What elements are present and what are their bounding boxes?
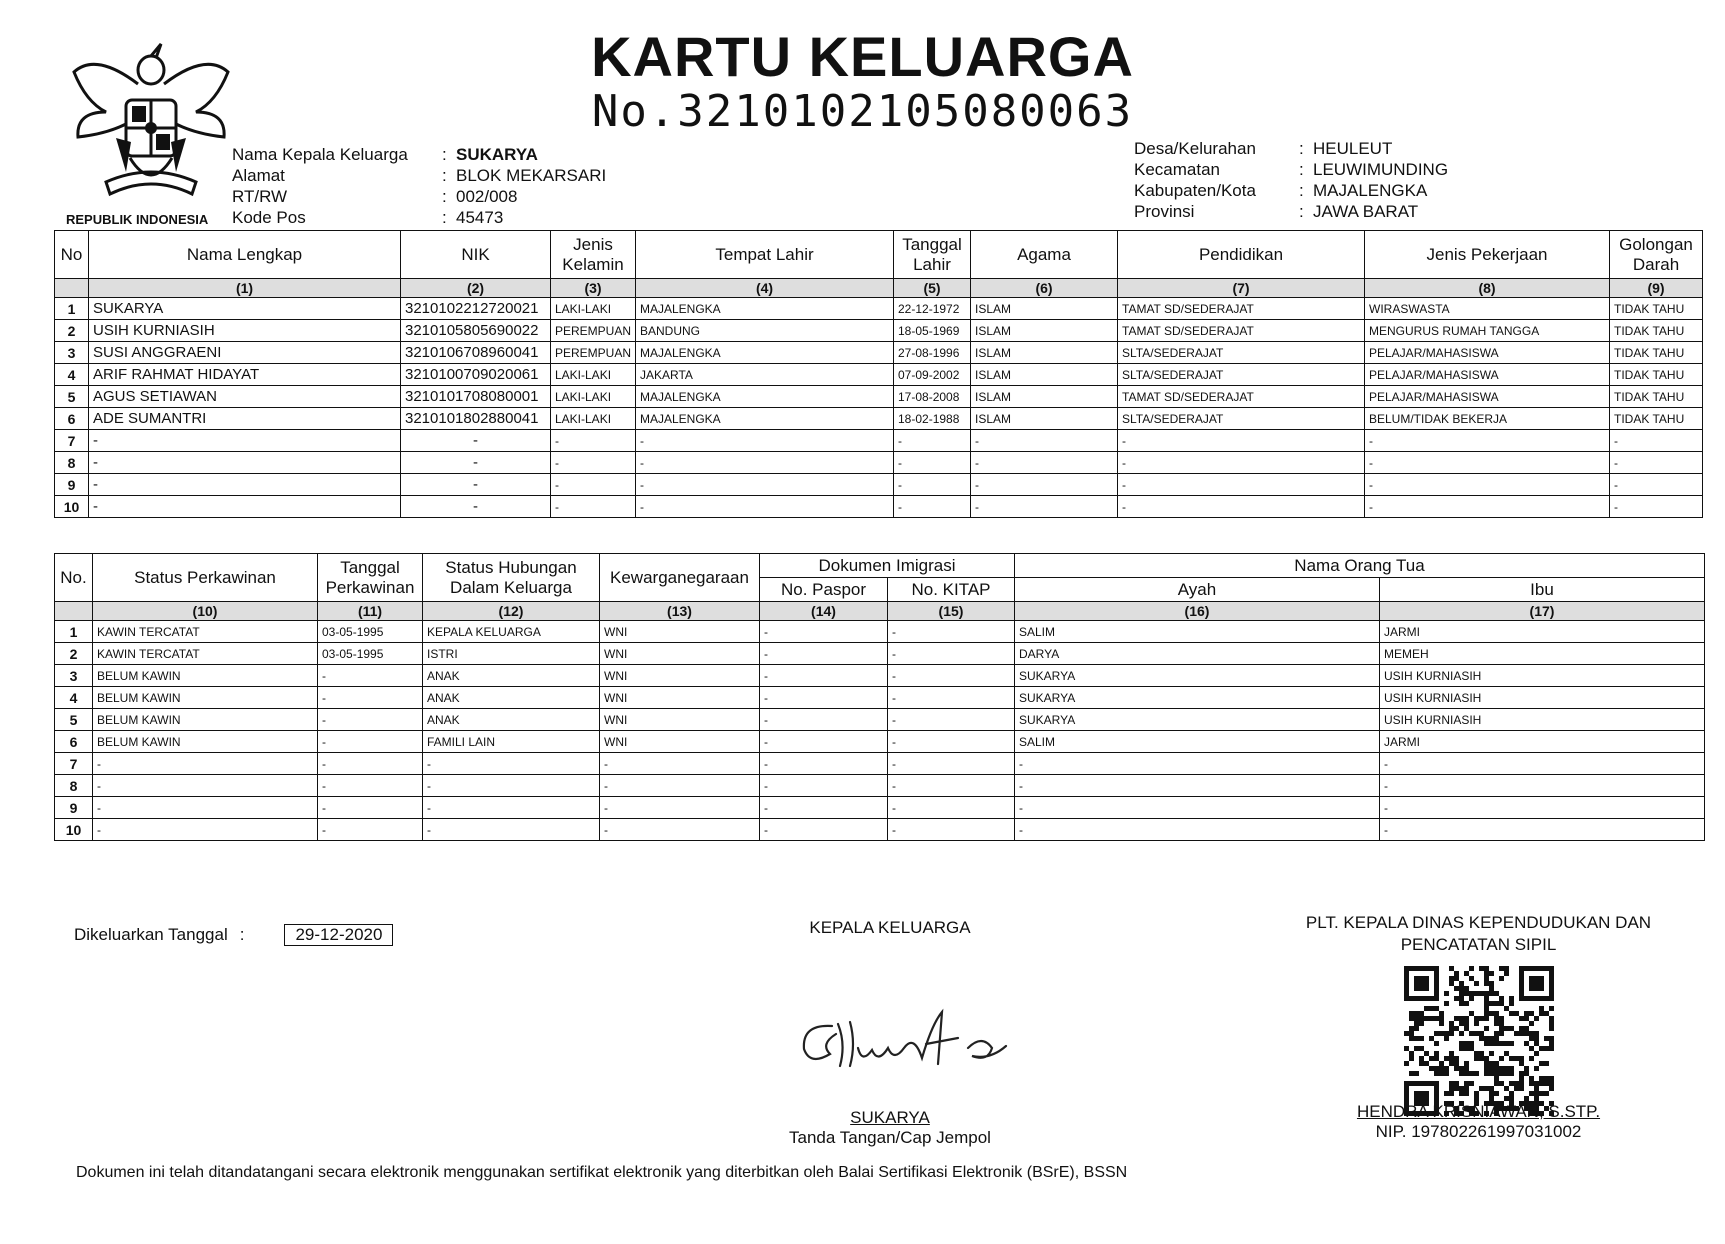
index-cell: (2) — [401, 279, 551, 298]
ayah-cell: - — [1015, 775, 1380, 797]
ibu-cell: - — [1380, 753, 1705, 775]
tanggal-perkawinan-cell: - — [318, 819, 423, 841]
table-row — [55, 709, 1705, 731]
status-hubungan-cell: ANAK — [423, 687, 600, 709]
agama-cell: ISLAM — [971, 364, 1118, 386]
tanggal-lahir-cell: - — [894, 430, 971, 452]
status-hubungan-cell: ANAK — [423, 665, 600, 687]
index-cell: (3) — [551, 279, 636, 298]
col-header-nama-orang-tua: Nama Orang Tua — [1015, 554, 1705, 578]
info-label: Kecamatan — [1134, 160, 1220, 179]
tanggal-lahir-cell: - — [894, 452, 971, 474]
golongan-darah-cell: TIDAK TAHU — [1610, 386, 1703, 408]
ayah-cell: - — [1015, 753, 1380, 775]
index-cell: (9) — [1610, 279, 1703, 298]
pendidikan-cell: - — [1118, 496, 1365, 518]
nama-cell: ADE SUMANTRI — [89, 408, 401, 430]
tanggal-perkawinan-cell: - — [318, 687, 423, 709]
tanggal-perkawinan-cell: - — [318, 753, 423, 775]
ibu-cell: USIH KURNIASIH — [1380, 665, 1705, 687]
nama-cell: - — [89, 496, 401, 518]
index-cell: (1) — [89, 279, 401, 298]
status-hubungan-cell: - — [423, 753, 600, 775]
ayah-cell: SALIM — [1015, 621, 1380, 643]
table-row — [55, 797, 1705, 819]
kepala-keluarga-signature-block — [700, 1108, 1080, 1148]
info-label: Nama Kepala Keluarga — [232, 145, 408, 164]
row-number: 3 — [55, 342, 89, 364]
nama-cell: ARIF RAHMAT HIDAYAT — [89, 364, 401, 386]
index-cell: (8) — [1365, 279, 1610, 298]
pekerjaan-cell: PELAJAR/MAHASISWA — [1365, 342, 1610, 364]
golongan-darah-cell: TIDAK TAHU — [1610, 298, 1703, 320]
index-cell — [55, 279, 89, 298]
row-number: 6 — [55, 408, 89, 430]
pendidikan-cell: SLTA/SEDERAJAT — [1118, 342, 1365, 364]
col-header-pekerjaan: Jenis Pekerjaan — [1365, 231, 1610, 279]
pekerjaan-cell: PELAJAR/MAHASISWA — [1365, 364, 1610, 386]
qr-code-icon — [1404, 966, 1554, 1116]
tanggal-perkawinan-cell: - — [318, 797, 423, 819]
no-kitap-cell: - — [888, 797, 1015, 819]
status-perkawinan-cell: - — [93, 819, 318, 841]
col-header-nama: Nama Lengkap — [89, 231, 401, 279]
no-paspor-cell: - — [760, 665, 888, 687]
col-header-tempat-lahir: Tempat Lahir — [636, 231, 894, 279]
signature-caption: Tanda Tangan/Cap Jempol — [789, 1128, 991, 1147]
kewarganegaraan-cell: WNI — [600, 665, 760, 687]
ayah-cell: - — [1015, 797, 1380, 819]
tanggal-lahir-cell: - — [894, 474, 971, 496]
agama-cell: ISLAM — [971, 386, 1118, 408]
row-number: 4 — [55, 687, 93, 709]
col-header-kewarganegaraan: Kewarganegaraan — [600, 554, 760, 602]
index-cell: (5) — [894, 279, 971, 298]
agama-cell: ISLAM — [971, 320, 1118, 342]
golongan-darah-cell: - — [1610, 474, 1703, 496]
row-number: 3 — [55, 665, 93, 687]
table-row — [55, 474, 1703, 496]
tempat-lahir-cell: - — [636, 430, 894, 452]
col-header-no: No. — [55, 554, 93, 602]
index-cell: (7) — [1118, 279, 1365, 298]
row-number: 8 — [55, 775, 93, 797]
pekerjaan-cell: - — [1365, 430, 1610, 452]
agama-cell: - — [971, 452, 1118, 474]
info-value: LEUWIMUNDING — [1313, 160, 1449, 179]
nama-cell: AGUS SETIAWAN — [89, 386, 401, 408]
golongan-darah-cell: TIDAK TAHU — [1610, 364, 1703, 386]
issued-date-block: Dikeluarkan Tanggal : 29-12-2020 — [74, 924, 393, 946]
kepala-keluarga-label: KEPALA KELUARGA — [809, 918, 971, 937]
ibu-cell: USIH KURNIASIH — [1380, 709, 1705, 731]
table-row — [55, 687, 1705, 709]
pekerjaan-cell: BELUM/TIDAK BEKERJA — [1365, 408, 1610, 430]
disclaimer-text: Dokumen ini telah ditandatangani secara elektronik menggunakan sertifikat elektronik yang diterbitkan oleh Balai Sertifikasi Elektronik (BSrE), BSSN — [76, 1164, 1128, 1181]
family-info-left: Nama Kepala Keluarga : SUKARYA Alamat : BLOK MEKARSARI RT/RW : 002/008 Kode Pos : 45473 — [232, 145, 607, 227]
kewarganegaraan-cell: - — [600, 819, 760, 841]
no-kitap-cell: - — [888, 665, 1015, 687]
no-paspor-cell: - — [760, 687, 888, 709]
agama-cell: - — [971, 496, 1118, 518]
col-header-tanggal-lahir: Tanggal Lahir — [894, 231, 971, 279]
row-number: 1 — [55, 621, 93, 643]
ayah-cell: SALIM — [1015, 731, 1380, 753]
table-row — [55, 665, 1705, 687]
pekerjaan-cell: PELAJAR/MAHASISWA — [1365, 386, 1610, 408]
jenis-kelamin-cell: LAKI-LAKI — [551, 364, 636, 386]
status-perkawinan-cell: - — [93, 753, 318, 775]
agama-cell: ISLAM — [971, 298, 1118, 320]
col-header-tanggal-perkawinan: Tanggal Perkawinan — [318, 554, 423, 602]
tempat-lahir-cell: - — [636, 496, 894, 518]
ayah-cell: DARYA — [1015, 643, 1380, 665]
garuda-pancasila-icon — [66, 42, 236, 214]
jenis-kelamin-cell: LAKI-LAKI — [551, 298, 636, 320]
nik-cell: 3210106708960041 — [401, 342, 551, 364]
ibu-cell: JARMI — [1380, 621, 1705, 643]
table-row — [55, 408, 1703, 430]
nik-cell: 3210100709020061 — [401, 364, 551, 386]
pendidikan-cell: SLTA/SEDERAJAT — [1118, 408, 1365, 430]
nama-cell: SUSI ANGGRAENI — [89, 342, 401, 364]
nama-cell: - — [89, 452, 401, 474]
nik-cell: 3210101708080001 — [401, 386, 551, 408]
status-perkawinan-cell: - — [93, 797, 318, 819]
col-header-agama: Agama — [971, 231, 1118, 279]
emblem-caption: REPUBLIK INDONESIA — [66, 212, 209, 227]
col-header-no: No — [55, 231, 89, 279]
index-cell — [55, 602, 93, 621]
no-kitap-cell: - — [888, 687, 1015, 709]
issued-label: Dikeluarkan Tanggal — [74, 925, 228, 944]
agama-cell: ISLAM — [971, 342, 1118, 364]
pendidikan-cell: TAMAT SD/SEDERAJAT — [1118, 386, 1365, 408]
no-paspor-cell: - — [760, 731, 888, 753]
nik-cell: - — [401, 474, 551, 496]
index-cell: (4) — [636, 279, 894, 298]
col-header-jenis-kelamin: Jenis Kelamin — [551, 231, 636, 279]
tempat-lahir-cell: - — [636, 474, 894, 496]
kewarganegaraan-cell: WNI — [600, 687, 760, 709]
status-hubungan-cell: ANAK — [423, 709, 600, 731]
info-label: Kabupaten/Kota — [1134, 181, 1256, 200]
jenis-kelamin-cell: LAKI-LAKI — [551, 408, 636, 430]
status-perkawinan-cell: BELUM KAWIN — [93, 665, 318, 687]
status-perkawinan-cell: - — [93, 775, 318, 797]
nama-cell: SUKARYA — [89, 298, 401, 320]
index-cell: (11) — [318, 602, 423, 621]
nik-cell: 3210102212720021 — [401, 298, 551, 320]
tanggal-perkawinan-cell: - — [318, 775, 423, 797]
table-row — [55, 342, 1703, 364]
index-cell: (10) — [93, 602, 318, 621]
ibu-cell: - — [1380, 775, 1705, 797]
info-label: Kode Pos — [232, 208, 306, 227]
row-number: 5 — [55, 709, 93, 731]
table-row — [55, 320, 1703, 342]
tempat-lahir-cell: MAJALENGKA — [636, 386, 894, 408]
tanggal-lahir-cell: 07-09-2002 — [894, 364, 971, 386]
status-hubungan-cell: - — [423, 797, 600, 819]
col-header-status-perkawinan: Status Perkawinan — [93, 554, 318, 602]
table-row — [55, 643, 1705, 665]
no-paspor-cell: - — [760, 775, 888, 797]
nama-cell: - — [89, 430, 401, 452]
official-nip: NIP. 197802261997031002 — [1375, 1122, 1582, 1141]
index-cell: (14) — [760, 602, 888, 621]
table-row — [55, 430, 1703, 452]
document-number: No.3210102105080063 — [591, 86, 1134, 137]
pendidikan-cell: SLTA/SEDERAJAT — [1118, 364, 1365, 386]
index-cell: (17) — [1380, 602, 1705, 621]
ibu-cell: MEMEH — [1380, 643, 1705, 665]
status-perkawinan-cell: BELUM KAWIN — [93, 709, 318, 731]
kepala-keluarga-name: SUKARYA — [850, 1108, 930, 1127]
pendidikan-cell: - — [1118, 452, 1365, 474]
no-kitap-cell: - — [888, 709, 1015, 731]
table-row — [55, 452, 1703, 474]
tempat-lahir-cell: MAJALENGKA — [636, 342, 894, 364]
tempat-lahir-cell: - — [636, 452, 894, 474]
golongan-darah-cell: TIDAK TAHU — [1610, 408, 1703, 430]
row-number: 8 — [55, 452, 89, 474]
status-hubungan-cell: ISTRI — [423, 643, 600, 665]
no-kitap-cell: - — [888, 621, 1015, 643]
row-number: 9 — [55, 797, 93, 819]
tanggal-lahir-cell: 22-12-1972 — [894, 298, 971, 320]
row-number: 2 — [55, 643, 93, 665]
kewarganegaraan-cell: - — [600, 797, 760, 819]
row-number: 4 — [55, 364, 89, 386]
index-cell: (6) — [971, 279, 1118, 298]
info-label: Provinsi — [1134, 202, 1195, 221]
pekerjaan-cell: - — [1365, 474, 1610, 496]
tanggal-perkawinan-cell: - — [318, 709, 423, 731]
issued-date: 29-12-2020 — [284, 924, 393, 946]
jenis-kelamin-cell: PEREMPUAN — [551, 320, 636, 342]
row-number: 1 — [55, 298, 89, 320]
official-name: HENDRA KRISNIAWAN, S.STP. — [1356, 1102, 1601, 1121]
no-kitap-cell: - — [888, 643, 1015, 665]
row-number: 5 — [55, 386, 89, 408]
no-paspor-cell: - — [760, 797, 888, 819]
tempat-lahir-cell: MAJALENGKA — [636, 298, 894, 320]
info-label: Desa/Kelurahan — [1134, 139, 1256, 158]
col-header-no-paspor: No. Paspor — [760, 578, 888, 602]
nik-cell: - — [401, 430, 551, 452]
info-value: 002/008 — [456, 187, 518, 206]
row-number: 9 — [55, 474, 89, 496]
tempat-lahir-cell: MAJALENGKA — [636, 408, 894, 430]
tempat-lahir-cell: BANDUNG — [636, 320, 894, 342]
table-row — [55, 775, 1705, 797]
table-row — [55, 819, 1705, 841]
ibu-cell: USIH KURNIASIH — [1380, 687, 1705, 709]
kewarganegaraan-cell: WNI — [600, 643, 760, 665]
pekerjaan-cell: - — [1365, 452, 1610, 474]
status-perkawinan-cell: KAWIN TERCATAT — [93, 643, 318, 665]
table-row — [55, 753, 1705, 775]
table-row — [55, 496, 1703, 518]
info-value: BLOK MEKARSARI — [456, 166, 607, 185]
golongan-darah-cell: - — [1610, 452, 1703, 474]
pekerjaan-cell: - — [1365, 496, 1610, 518]
no-kitap-cell: - — [888, 819, 1015, 841]
col-header-status-hubungan: Status Hubungan Dalam Keluarga — [423, 554, 600, 602]
document-title: KARTU KELUARGA — [591, 25, 1134, 88]
no-kitap-cell: - — [888, 731, 1015, 753]
family-status-table — [54, 553, 1705, 841]
status-perkawinan-cell: BELUM KAWIN — [93, 731, 318, 753]
info-label: RT/RW — [232, 187, 288, 206]
info-value: SUKARYA — [456, 145, 538, 164]
kewarganegaraan-cell: WNI — [600, 709, 760, 731]
ayah-cell: SUKARYA — [1015, 709, 1380, 731]
agama-cell: - — [971, 430, 1118, 452]
tanggal-perkawinan-cell: - — [318, 731, 423, 753]
kewarganegaraan-cell: WNI — [600, 621, 760, 643]
pekerjaan-cell: WIRASWASTA — [1365, 298, 1610, 320]
ayah-cell: SUKARYA — [1015, 665, 1380, 687]
status-hubungan-cell: FAMILI LAIN — [423, 731, 600, 753]
pendidikan-cell: TAMAT SD/SEDERAJAT — [1118, 298, 1365, 320]
tanggal-perkawinan-cell: 03-05-1995 — [318, 621, 423, 643]
index-cell: (16) — [1015, 602, 1380, 621]
golongan-darah-cell: TIDAK TAHU — [1610, 342, 1703, 364]
nik-cell: 3210101802880041 — [401, 408, 551, 430]
col-header-golongan-darah: Golongan Darah — [1610, 231, 1703, 279]
status-hubungan-cell: - — [423, 775, 600, 797]
jenis-kelamin-cell: - — [551, 452, 636, 474]
official-signature-block — [1276, 1102, 1681, 1142]
table-row — [55, 386, 1703, 408]
row-number: 10 — [55, 819, 93, 841]
col-header-dokumen-imigrasi: Dokumen Imigrasi — [760, 554, 1015, 578]
row-number: 10 — [55, 496, 89, 518]
no-paspor-cell: - — [760, 709, 888, 731]
tanggal-lahir-cell: - — [894, 496, 971, 518]
official-title: PLT. KEPALA DINAS KEPENDUDUKAN DAN PENCATATAN SIPIL — [1305, 913, 1652, 954]
info-value: HEULEUT — [1313, 139, 1393, 158]
family-info-right: Desa/Kelurahan : HEULEUT Kecamatan : LEUWIMUNDING Kabupaten/Kota : MAJALENGKA Provinsi : JAWA BARAT — [1134, 139, 1449, 221]
tanggal-perkawinan-cell: 03-05-1995 — [318, 643, 423, 665]
ibu-cell: - — [1380, 819, 1705, 841]
col-header-no-kitap: No. KITAP — [888, 578, 1015, 602]
handwritten-signature-icon — [792, 1004, 1022, 1084]
jenis-kelamin-cell: PEREMPUAN — [551, 342, 636, 364]
no-paspor-cell: - — [760, 753, 888, 775]
golongan-darah-cell: TIDAK TAHU — [1610, 320, 1703, 342]
jenis-kelamin-cell: - — [551, 496, 636, 518]
tempat-lahir-cell: JAKARTA — [636, 364, 894, 386]
family-members-table — [54, 230, 1703, 518]
ayah-cell: - — [1015, 819, 1380, 841]
status-hubungan-cell: KEPALA KELUARGA — [423, 621, 600, 643]
info-value: MAJALENGKA — [1313, 181, 1428, 200]
kewarganegaraan-cell: - — [600, 753, 760, 775]
no-kitap-cell: - — [888, 753, 1015, 775]
table-row — [55, 298, 1703, 320]
no-paspor-cell: - — [760, 819, 888, 841]
no-kitap-cell: - — [888, 775, 1015, 797]
column-index-row — [55, 279, 1703, 298]
col-header-pendidikan: Pendidikan — [1118, 231, 1365, 279]
row-number: 6 — [55, 731, 93, 753]
jenis-kelamin-cell: - — [551, 474, 636, 496]
agama-cell: - — [971, 474, 1118, 496]
ibu-cell: - — [1380, 797, 1705, 819]
kewarganegaraan-cell: - — [600, 775, 760, 797]
pekerjaan-cell: MENGURUS RUMAH TANGGA — [1365, 320, 1610, 342]
nik-cell: - — [401, 496, 551, 518]
info-value: JAWA BARAT — [1313, 202, 1419, 221]
tanggal-lahir-cell: 18-05-1969 — [894, 320, 971, 342]
golongan-darah-cell: - — [1610, 496, 1703, 518]
pendidikan-cell: TAMAT SD/SEDERAJAT — [1118, 320, 1365, 342]
pendidikan-cell: - — [1118, 430, 1365, 452]
row-number: 7 — [55, 430, 89, 452]
jenis-kelamin-cell: LAKI-LAKI — [551, 386, 636, 408]
column-index-row — [55, 602, 1705, 621]
ibu-cell: JARMI — [1380, 731, 1705, 753]
no-paspor-cell: - — [760, 643, 888, 665]
kewarganegaraan-cell: WNI — [600, 731, 760, 753]
nama-cell: - — [89, 474, 401, 496]
tanggal-lahir-cell: 17-08-2008 — [894, 386, 971, 408]
nik-cell: - — [401, 452, 551, 474]
agama-cell: ISLAM — [971, 408, 1118, 430]
index-cell: (13) — [600, 602, 760, 621]
no-paspor-cell: - — [760, 621, 888, 643]
nama-cell: USIH KURNIASIH — [89, 320, 401, 342]
info-label: Alamat — [232, 166, 285, 185]
table-row — [55, 621, 1705, 643]
row-number: 7 — [55, 753, 93, 775]
tanggal-perkawinan-cell: - — [318, 665, 423, 687]
jenis-kelamin-cell: - — [551, 430, 636, 452]
table-row — [55, 364, 1703, 386]
golongan-darah-cell: - — [1610, 430, 1703, 452]
status-hubungan-cell: - — [423, 819, 600, 841]
table-row — [55, 731, 1705, 753]
nik-cell: 3210105805690022 — [401, 320, 551, 342]
status-perkawinan-cell: KAWIN TERCATAT — [93, 621, 318, 643]
tanggal-lahir-cell: 27-08-1996 — [894, 342, 971, 364]
index-cell: (15) — [888, 602, 1015, 621]
ayah-cell: SUKARYA — [1015, 687, 1380, 709]
col-header-ayah: Ayah — [1015, 578, 1380, 602]
status-perkawinan-cell: BELUM KAWIN — [93, 687, 318, 709]
pendidikan-cell: - — [1118, 474, 1365, 496]
row-number: 2 — [55, 320, 89, 342]
info-value: 45473 — [456, 208, 504, 227]
col-header-ibu: Ibu — [1380, 578, 1705, 602]
index-cell: (12) — [423, 602, 600, 621]
col-header-nik: NIK — [401, 231, 551, 279]
tanggal-lahir-cell: 18-02-1988 — [894, 408, 971, 430]
